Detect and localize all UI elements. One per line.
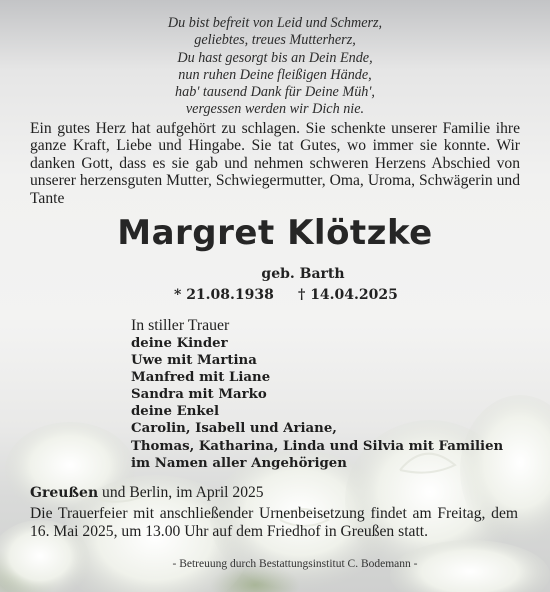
mourner-item: deine Kinder <box>131 336 228 351</box>
mourner-item: Uwe mit Martina <box>131 353 257 369</box>
poem-line: geliebtes, treues Mutterherz, <box>194 32 356 49</box>
birth-name: geb. Barth <box>261 266 345 282</box>
poem-line: hab' tausend Dank für Deine Müh', <box>175 84 375 101</box>
place-date-rest: und Berlin, im April 2025 <box>98 484 264 501</box>
place-name: Greußen <box>30 485 99 501</box>
birth-date: * 21.08.1938 <box>174 287 274 303</box>
poem-line: Du hast gesorgt bis an Dein Ende, <box>177 49 373 66</box>
poem-line: nun ruhen Deine fleißigen Hände, <box>178 66 372 83</box>
poem-line: Du bist befreit von Leid und Schmerz, <box>167 15 383 31</box>
funeral-home-credit: - Betreuung durch Bestattungsinstitut C. Bodemann - <box>172 558 418 570</box>
deceased-name: Margret Klötzke <box>117 213 433 253</box>
mourner-item: Manfred mit Liane <box>131 370 271 386</box>
mourners-heading: In stiller Trauer <box>131 317 230 334</box>
place-and-date <box>30 484 264 502</box>
intro-paragraph: Ein gutes Herz hat aufgehört zu schlagen. Sie schenkte unserer Familie ihre ganze Kraft, Liebe und Hingabe. Sie tat Gutes, wo immer sie konnte. Wir danken Gott, dass es sie gab und nehmen schweren Herzens Abschied von unserer herzensguten Mutter, Schwiegermutter, Oma, Uroma, Schwägerin und Tante <box>30 120 520 207</box>
mourners-list <box>131 317 503 472</box>
mourner-item: deine Enkel <box>131 404 220 420</box>
mourner-item: Sandra mit Marko <box>131 387 267 403</box>
mourner-item: Thomas, Katharina, Linda und Silvia mit Familien <box>131 438 504 454</box>
death-date: † 14.04.2025 <box>298 287 398 303</box>
poem-line: vergessen werden wir Dich nie. <box>185 101 365 118</box>
funeral-notice: Die Trauerfeier mit anschließender Urnenbeisetzung findet am Freitag, dem 16. Mai 2025, um 13.00 Uhr auf dem Friedhof in Greußen statt. <box>30 505 518 540</box>
mourner-item: im Namen aller Angehörigen <box>131 455 347 471</box>
mourner-item: Carolin, Isabell und Ariane, <box>131 421 337 437</box>
memorial-poem <box>0 15 550 119</box>
